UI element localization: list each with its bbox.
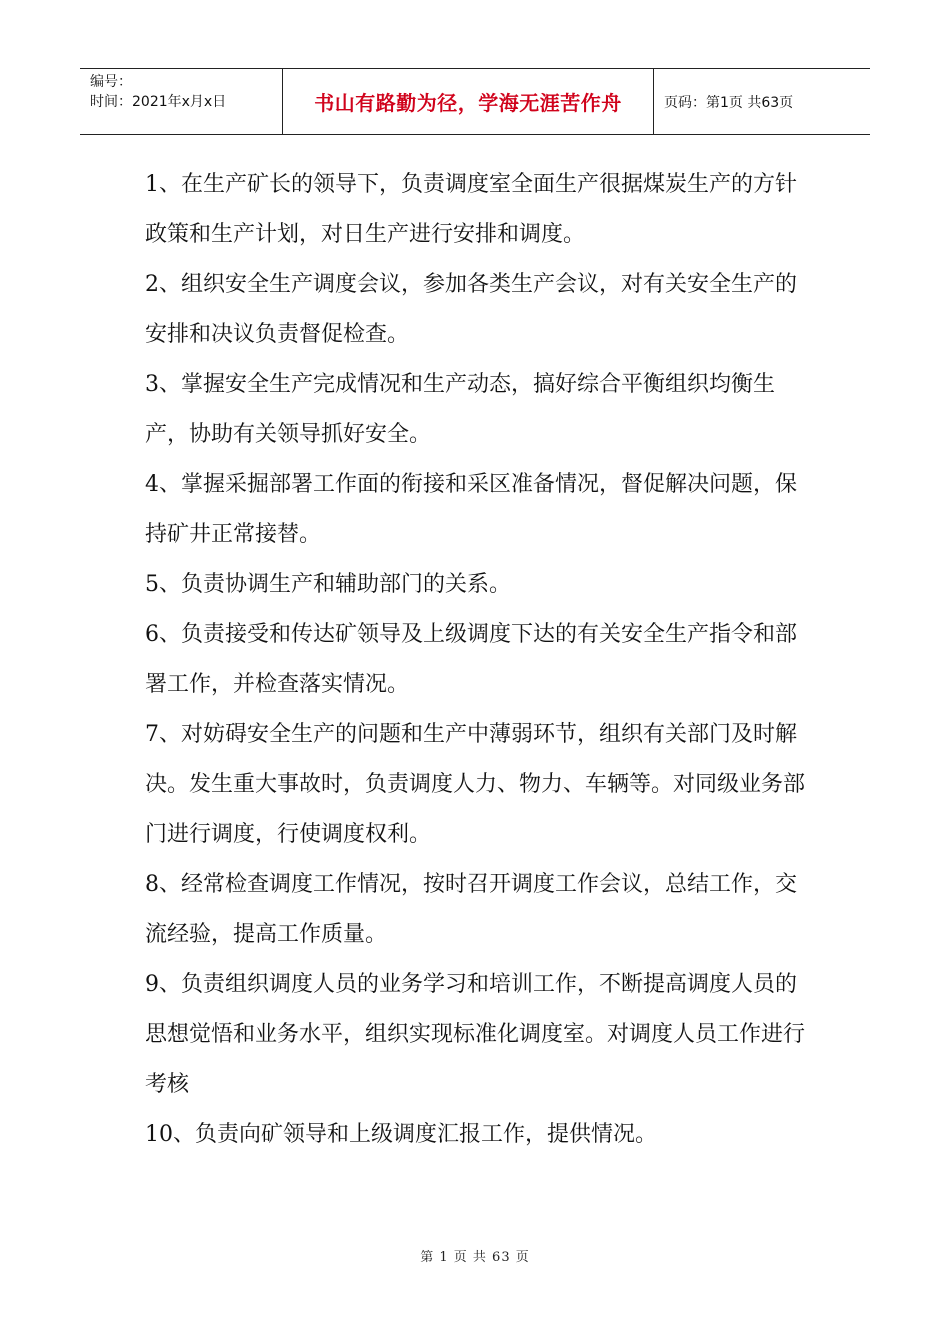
paragraph-6: 6、负责接受和传达矿领导及上级调度下达的有关安全生产指令和部署工作，并检查落实情况。	[145, 622, 797, 697]
paragraph-3: 3、掌握安全生产完成情况和生产动态，搞好综合平衡组织均衡生产，协助有关领导抓好安全。	[145, 372, 775, 447]
header-page-info: 页码：第1页 共63页	[664, 94, 794, 111]
paragraph-10: 10、负责向矿领导和上级调度汇报工作，提供情况。	[145, 1122, 657, 1147]
document-time-label: 时间：2021年x月x日	[90, 94, 227, 110]
paragraph-9: 9、负责组织调度人员的业务学习和培训工作，不断提高调度人员的思想觉悟和业务水平，组织实现标准化调度室。对调度人员工作进行考核	[145, 972, 806, 1097]
document-body	[145, 160, 815, 1160]
paragraph-1: 1、在生产矿长的领导下，负责调度室全面生产很据煤炭生产的方针政策和生产计划，对日生产进行安排和调度。	[145, 172, 797, 247]
paragraph-5: 5、负责协调生产和辅助部门的关系。	[145, 572, 511, 597]
paragraph-4: 4、掌握采掘部署工作面的衔接和采区准备情况，督促解决问题，保持矿井正常接替。	[145, 472, 797, 547]
header-motto: 书山有路勤为径，学海无涯苦作舟	[282, 69, 654, 134]
paragraph-2: 2、组织安全生产调度会议，参加各类生产会议，对有关安全生产的安排和决议负责督促检查。	[145, 272, 797, 347]
page-footer: 第 1 页 共 63 页	[420, 1250, 530, 1265]
document-number-label: 编号：	[90, 74, 132, 90]
paragraph-8: 8、经常检查调度工作情况，按时召开调度工作会议，总结工作，交流经验，提高工作质量。	[145, 872, 797, 947]
paragraph-7: 7、对妨碍安全生产的问题和生产中薄弱环节，组织有关部门及时解决。发生重大事故时，负责调度人力、物力、车辆等。对同级业务部门进行调度，行使调度权利。	[145, 722, 806, 847]
header-meta	[80, 69, 282, 134]
page-header	[80, 68, 870, 135]
